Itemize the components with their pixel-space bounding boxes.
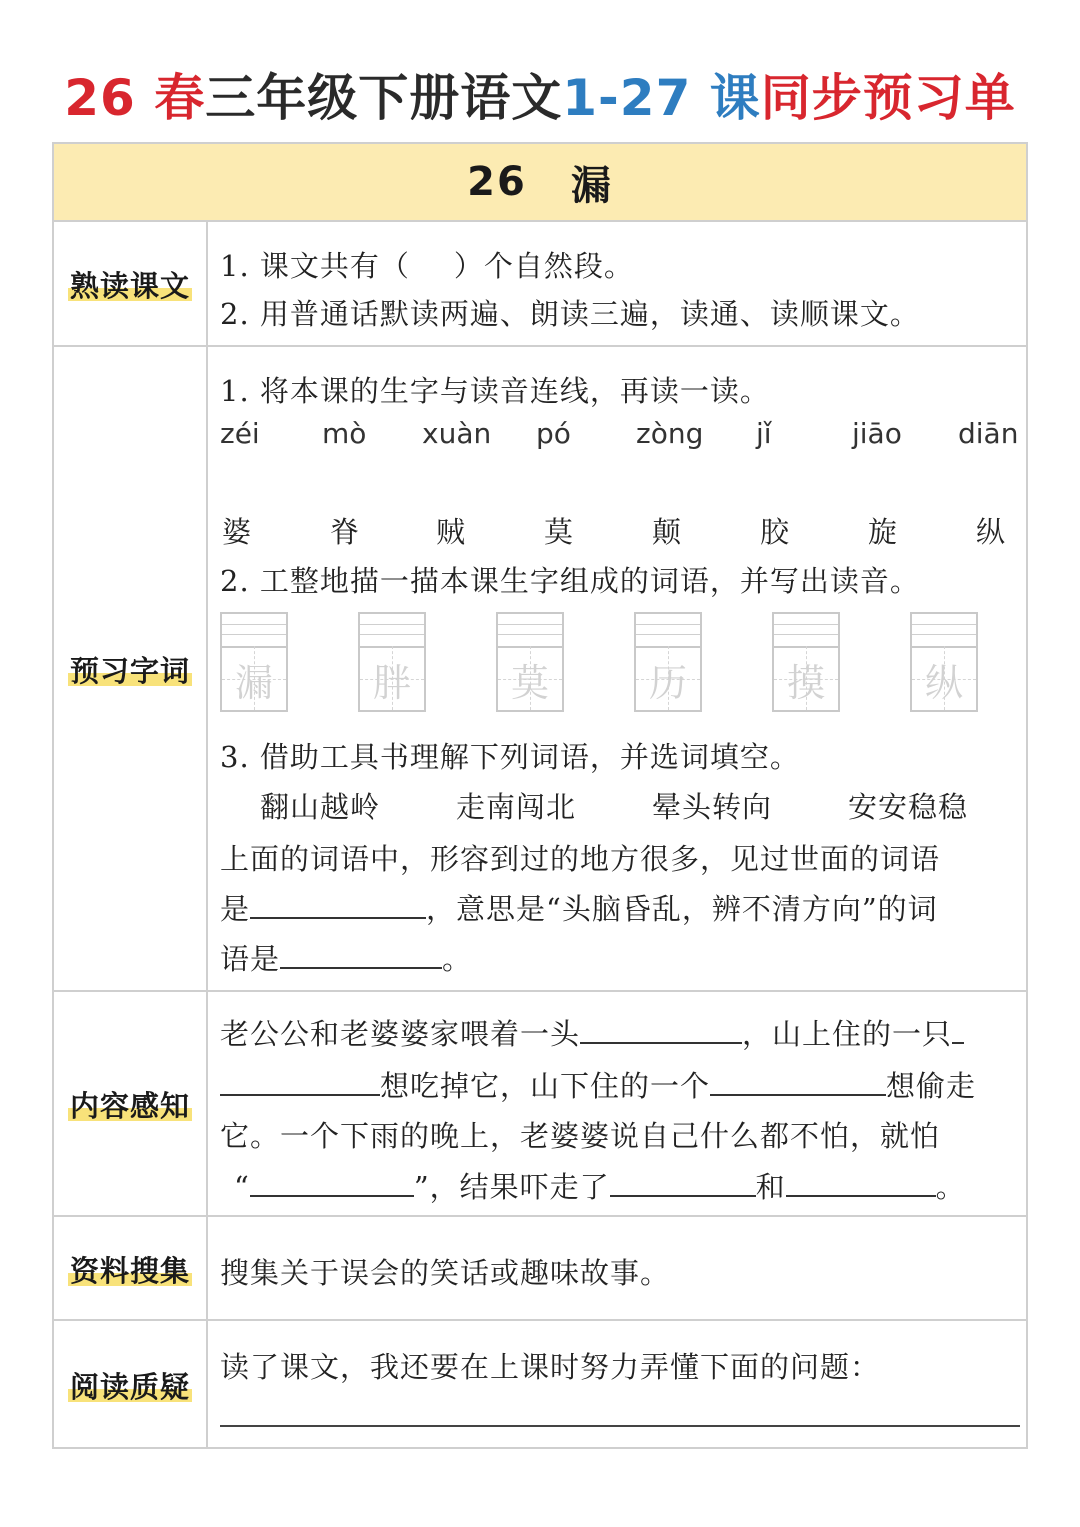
title-part4: 同步预习单 <box>760 69 1016 127</box>
section-content <box>54 990 1026 1217</box>
content-line-4 <box>220 1165 966 1206</box>
section-content-label: 内容感知 <box>68 1084 192 1125</box>
pinyin-2[interactable]: mò <box>322 417 367 450</box>
fill-line-3-end: 。 <box>442 942 473 976</box>
tracing-cell-5[interactable] <box>772 612 840 712</box>
fill-line-3 <box>220 937 472 978</box>
char-8[interactable]: 纵 <box>976 515 1006 549</box>
section-content-label-cell <box>54 992 208 1217</box>
tracing-cell-4[interactable] <box>634 612 702 712</box>
tracing-char-5: 摸 <box>786 661 825 705</box>
fill-line-2 <box>220 887 938 928</box>
fill-line-3-start: 语是 <box>220 942 281 976</box>
section-collect-label: 资料搜集 <box>68 1249 192 1290</box>
content-line-1-end: ，山上住的一只 <box>742 1017 953 1051</box>
pinyin-7[interactable]: jiāo <box>852 417 902 450</box>
section-read-label-cell <box>54 222 208 347</box>
char-4[interactable]: 莫 <box>544 515 574 549</box>
tracing-grid-row <box>220 612 1020 712</box>
question-text: 读了课文，我还要在上课时努力弄懂下面的问题： <box>220 1350 881 1384</box>
idiom-2: 走南闯北 <box>456 790 577 824</box>
char-1[interactable]: 婆 <box>222 515 252 549</box>
read-line-1 <box>220 244 634 285</box>
fill-line-2-start: 是 <box>220 892 251 926</box>
tracing-cell-1[interactable] <box>220 612 288 712</box>
idiom-3: 晕头转向 <box>652 790 773 824</box>
fill-line-2-end: ，意思是“头脑昏乱，辨不清方向”的词 <box>426 892 938 926</box>
tracing-char-3: 莫 <box>510 661 549 705</box>
fill-line-1: 上面的词语中，形容到过的地方很多，见过世面的词语 <box>220 842 941 876</box>
worksheet-table <box>52 142 1028 1449</box>
section-question <box>54 1319 1026 1449</box>
idiom-1: 翻山越岭 <box>260 790 381 824</box>
lesson-name: 漏 <box>570 162 613 209</box>
content-line-4-quote: “ <box>234 1170 250 1204</box>
preview-q3: 3. 借助工具书理解下列词语，并选词填空。 <box>220 740 800 774</box>
preview-q1: 1. 将本课的生字与读音连线，再读一读。 <box>220 374 770 408</box>
content-line-2-start: 想吃掉它，山下住的一个 <box>380 1069 711 1103</box>
title-part3: 1-27 课 <box>562 69 761 127</box>
content-blank-2[interactable] <box>220 1064 380 1096</box>
section-collect-label-cell <box>54 1217 208 1321</box>
section-read-label: 熟读课文 <box>68 264 192 305</box>
pinyin-1[interactable]: zéi <box>220 417 260 450</box>
section-collect-body <box>220 1217 1018 1321</box>
read-line-1-end: ）个自然段。 <box>453 249 634 283</box>
content-line-3: 它。一个下雨的晚上，老婆婆说自己什么都不怕，就怕 <box>220 1119 941 1153</box>
section-preview-label-cell <box>54 347 208 992</box>
section-preview <box>54 345 1026 992</box>
section-collect <box>54 1215 1026 1321</box>
page-title <box>0 58 1080 130</box>
tracing-char-2: 胖 <box>372 661 411 705</box>
lesson-number: 26 <box>467 159 527 205</box>
lesson-header <box>54 144 1026 222</box>
content-line-4-and: 和 <box>755 1170 786 1204</box>
question-answer-line[interactable] <box>220 1425 1020 1427</box>
content-line-4-mid: ”，结果吓走了 <box>413 1170 610 1204</box>
preview-q2: 2. 工整地描一描本课生字组成的词语，并写出读音。 <box>220 564 920 598</box>
content-blank-2-start[interactable] <box>952 1012 964 1044</box>
content-blank-5[interactable] <box>610 1165 756 1197</box>
tracing-cell-2[interactable] <box>358 612 426 712</box>
idiom-4: 安安稳稳 <box>848 790 969 824</box>
content-blank-3[interactable] <box>710 1064 886 1096</box>
content-blank-4[interactable] <box>250 1165 414 1197</box>
title-part1: 26 春 <box>64 69 206 127</box>
char-7[interactable]: 旋 <box>868 515 898 549</box>
title-part2: 三年级下册语文 <box>205 69 563 127</box>
pinyin-8[interactable]: diān <box>958 417 1019 450</box>
content-blank-1[interactable] <box>580 1012 742 1044</box>
read-line-2: 2. 用普通话默读两遍、朗读三遍，读通、读顺课文。 <box>220 297 920 331</box>
section-question-label-cell <box>54 1321 208 1449</box>
char-2[interactable]: 脊 <box>330 515 360 549</box>
content-line-4-end: 。 <box>935 1170 966 1204</box>
content-line-1-start: 老公公和老婆婆家喂着一头 <box>220 1017 581 1051</box>
content-line-2-end: 想偷走 <box>886 1069 977 1103</box>
tracing-char-4: 历 <box>648 661 687 705</box>
section-content-body <box>220 992 1018 1217</box>
pinyin-4[interactable]: pó <box>536 417 571 450</box>
char-5[interactable]: 颠 <box>652 515 682 549</box>
section-question-label: 阅读质疑 <box>68 1365 192 1406</box>
char-3[interactable]: 贼 <box>436 515 466 549</box>
tracing-cell-3[interactable] <box>496 612 564 712</box>
content-blank-6[interactable] <box>786 1165 936 1197</box>
section-read-body <box>220 222 1018 347</box>
pinyin-6[interactable]: jǐ <box>756 417 772 450</box>
pinyin-5[interactable]: zòng <box>636 417 704 450</box>
char-6[interactable]: 胶 <box>760 515 790 549</box>
idiom-answer-blank-1[interactable] <box>250 887 426 919</box>
content-line-1 <box>220 1012 964 1053</box>
section-question-body <box>220 1321 1018 1449</box>
section-read <box>54 220 1026 347</box>
read-line-1-start: 1. 课文共有（ <box>220 249 410 283</box>
section-preview-label: 预习字词 <box>68 649 192 690</box>
pinyin-3[interactable]: xuàn <box>422 417 492 450</box>
tracing-cell-6[interactable] <box>910 612 978 712</box>
idiom-answer-blank-2[interactable] <box>280 937 442 969</box>
section-preview-body <box>220 347 1018 992</box>
tracing-char-6: 纵 <box>924 661 963 705</box>
content-line-2 <box>220 1064 976 1105</box>
collect-text: 搜集关于误会的笑话或趣味故事。 <box>220 1256 671 1290</box>
tracing-char-1: 漏 <box>234 661 273 705</box>
